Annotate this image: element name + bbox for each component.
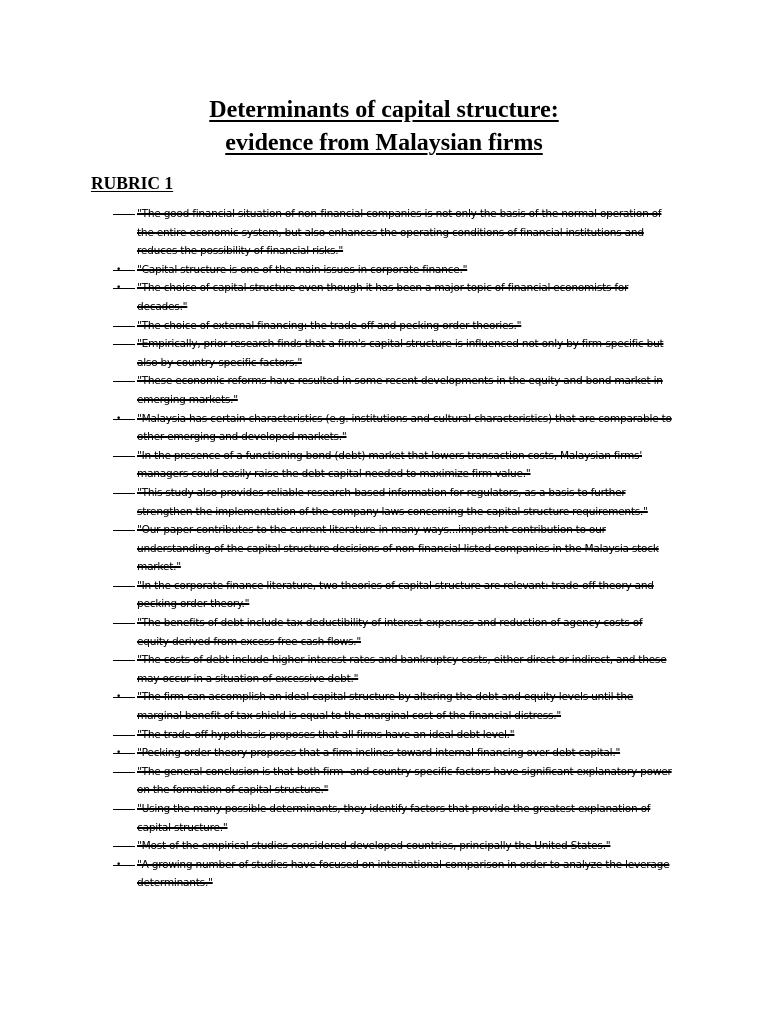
strike-dash — [113, 326, 135, 327]
list-item-text: "The general conclusion is that both firm- and country-specific factors have significant explanatory power on the formation of capital structure." — [137, 765, 672, 797]
list-item — [0, 279, 677, 316]
bullet-icon: • — [116, 283, 122, 294]
list-item-text: "Pecking order theory proposes that a firm inclines toward internal financing over debt capital." — [137, 747, 621, 760]
list-item-text: "A growing number of studies have focused on international comparison in order to analyze the leverage determinants." — [137, 858, 670, 890]
list-item — [0, 744, 677, 763]
bullet-icon: • — [116, 264, 122, 275]
list-item — [0, 614, 677, 651]
list-item-text: "Empirically, prior research finds that a firm's capital structure is influenced not only by firm-specific but also by country-specific factors." — [137, 338, 664, 369]
list-item-text: "Capital structure is one of the main issues in corporate finance." — [137, 263, 468, 276]
list-item-text: "The firm can accomplish an ideal capital structure by altering the debt and equity levels until the marginal benefit of tax shield is equal to the marginal cost of the financial distress." — [137, 691, 634, 723]
document-title-line-2: evidence from Malaysian firms — [225, 130, 543, 156]
strike-dash — [113, 809, 135, 810]
bullet-icon: • — [116, 692, 122, 703]
list-item — [0, 726, 677, 745]
strike-dash — [113, 623, 135, 624]
list-item-text: "The benefits of debt include tax deductibility of interest expenses and reduction of agency costs of equity derived from excess free cash flows." — [137, 617, 643, 648]
list-item — [0, 484, 677, 521]
list-item — [0, 261, 677, 280]
list-item-text: "In the presence of a functioning bond (debt) market that lowers transaction costs, Malaysian firms' managers could easily raise the debt capital needed to maximize firm value." — [137, 449, 642, 481]
list-item — [0, 763, 677, 800]
strike-dash — [113, 530, 135, 531]
bullet-icon: • — [116, 748, 122, 759]
bullet-icon: • — [116, 859, 122, 870]
strike-dash — [113, 493, 135, 494]
list-item-text: "The trade-off hypothesis proposes that all firms have an ideal debt level." — [137, 728, 515, 741]
list-item — [0, 577, 677, 614]
list-item — [0, 837, 677, 856]
strike-dash — [113, 660, 135, 661]
list-item — [0, 688, 677, 725]
rubric-heading: RUBRIC 1 — [91, 173, 174, 193]
list-item-text: "Using the many possible determinants, they identify factors that provide the greatest explanation of capital structure." — [137, 803, 651, 834]
list-item-text: "Malaysia has certain characteristics (e.g. institutions and cultural characteristics) that are comparable to other emerging and developed markets." — [137, 412, 672, 444]
list-item-text: "The choice of external financing: the trade-off and pecking order theories." — [137, 319, 522, 332]
list-item — [0, 372, 677, 409]
struck-quote-list — [0, 205, 768, 893]
list-item-text: "The costs of debt include higher interest rates and bankruptcy costs, either direct or indirect, and these may occur in a situation of excessive debt." — [137, 654, 667, 685]
list-item-text: "The choice of capital structure even though it has been a major topic of financial economists for decades." — [137, 282, 629, 313]
strike-dash — [113, 381, 135, 382]
list-item-text: "Most of the empirical studies considered developed countries, principally the United States." — [137, 840, 611, 853]
document-title-line-1: Determinants of capital structure: — [209, 97, 559, 123]
strike-dash — [113, 772, 135, 773]
strike-dash — [113, 214, 135, 215]
list-item — [0, 317, 677, 336]
list-item-text: "The good financial situation of non-financial companies is not only the basis of the normal operation of the entire economic system, but also enhances the operating conditions of financial institutions and reduces the possibility of financial risks." — [137, 208, 662, 258]
list-item-text: "Our paper contributes to the current literature in many ways...important contribution to our understanding of the capital structure decisions of non-financial listed companies in the Malaysia stock market." — [137, 524, 659, 574]
list-item — [0, 651, 677, 688]
list-item-text: "This study also provides reliable research-based information for regulators, as a basis to further strengthen the implementation of the company laws concerning the capital structure requirements." — [137, 486, 648, 518]
strike-dash — [113, 586, 135, 587]
list-item-text: "In the corporate finance literature, two theories of capital structure are relevant: trade-off theory and pecking order theory." — [137, 579, 654, 611]
strike-dash — [113, 456, 135, 457]
strike-dash — [113, 735, 135, 736]
list-item-text: "These economic reforms have resulted in some recent developments in the equity and bond market in emerging markets." — [137, 375, 663, 406]
strike-dash — [113, 344, 135, 345]
bullet-icon: • — [116, 413, 122, 424]
list-item — [0, 205, 677, 261]
strike-dash — [113, 846, 135, 847]
list-item — [0, 856, 677, 893]
list-item — [0, 410, 677, 447]
list-item — [0, 335, 677, 372]
list-item — [0, 447, 677, 484]
list-item — [0, 521, 677, 577]
list-item — [0, 800, 677, 837]
